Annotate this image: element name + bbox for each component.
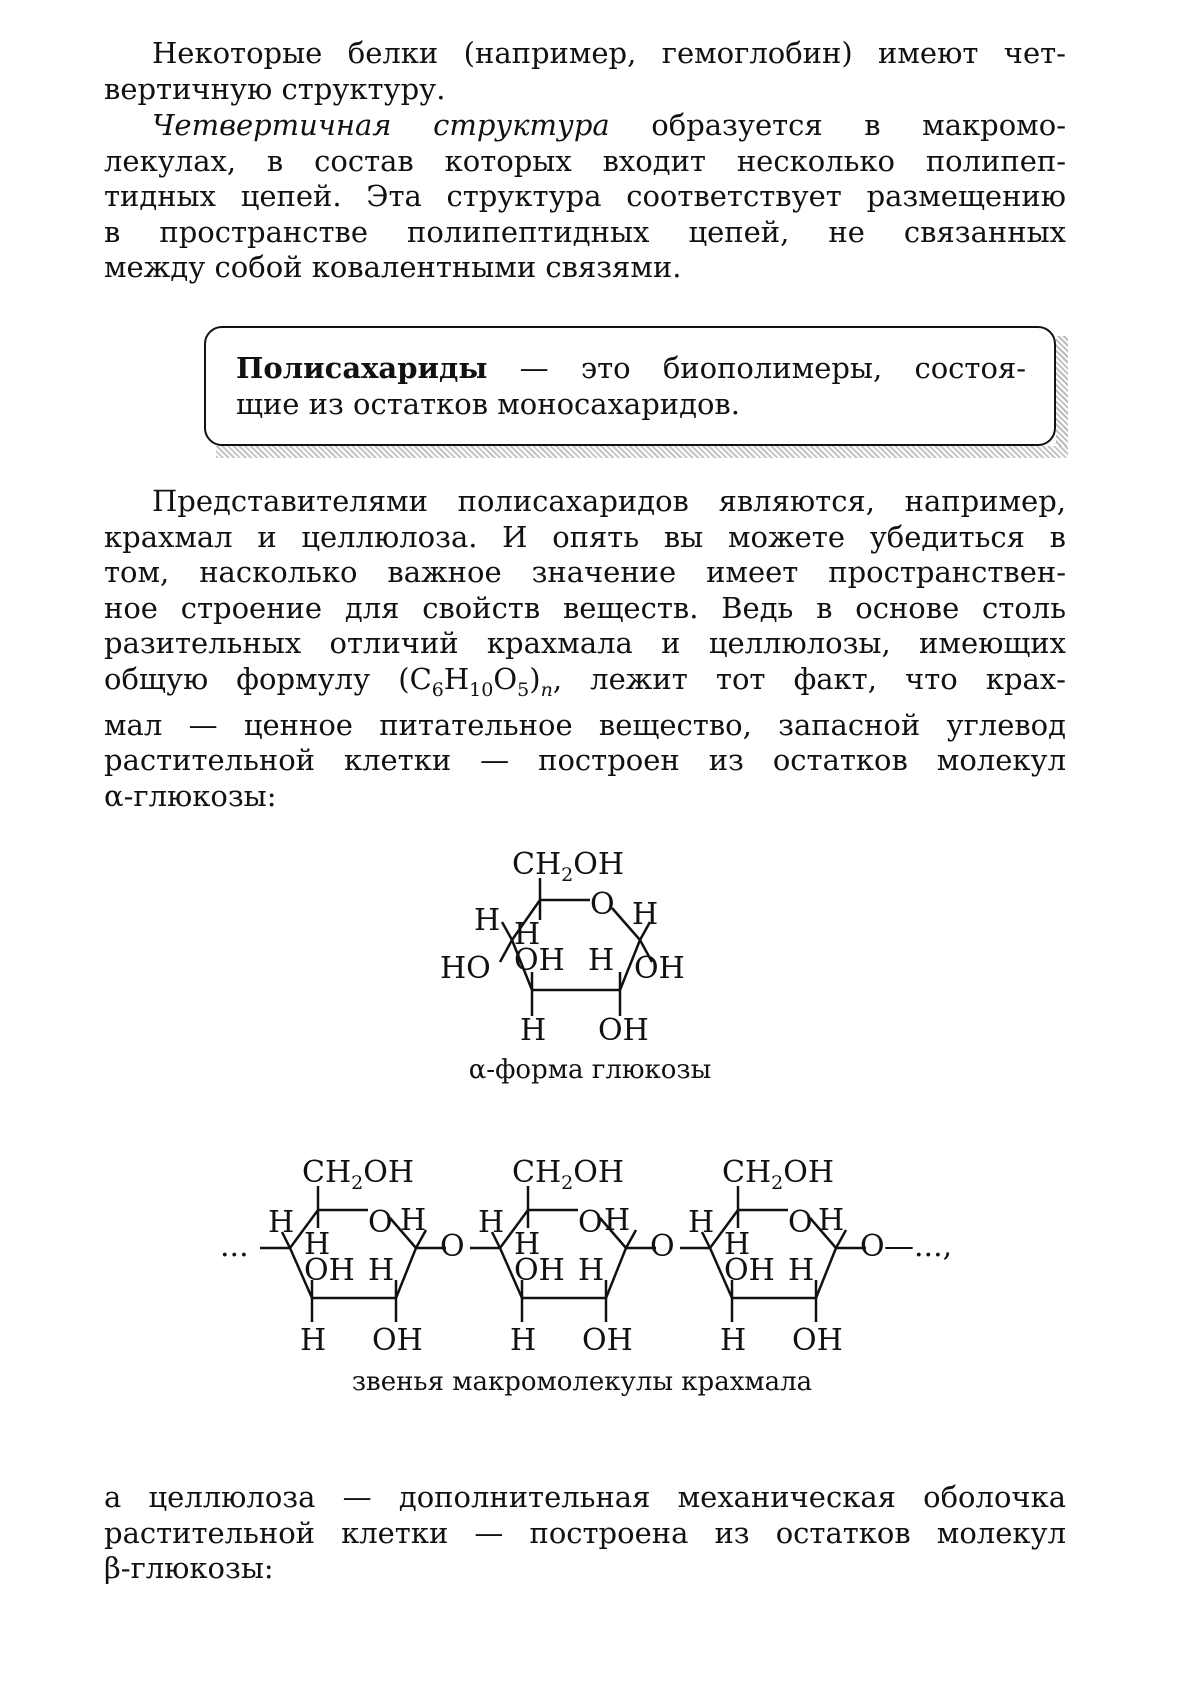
chain-ellipsis-right: —..., <box>884 1229 953 1264</box>
starch-h-label: H <box>268 1205 295 1240</box>
starch-ring-oxygen: O <box>788 1205 813 1240</box>
text-line: а целлюлоза — дополнительная механическая оболочка <box>104 1480 1066 1514</box>
glucose-ring-oxygen: O <box>590 887 615 922</box>
starch-h-label: H <box>368 1253 395 1288</box>
definition-callout-polysaccharides <box>204 326 1056 446</box>
chain-ellipsis-left: ... <box>220 1229 249 1264</box>
starch-h-label: H <box>788 1253 815 1288</box>
glycosidic-oxygen: O <box>440 1229 465 1264</box>
glucose-caption: α-форма глюкозы <box>468 1055 712 1085</box>
text-fragment: образуется в макромо- <box>609 108 1066 142</box>
starch-oh-label: OH <box>582 1323 633 1358</box>
glucose-ho-label: HO <box>440 951 491 986</box>
starch-h-label: H <box>818 1203 845 1238</box>
alpha-glucose-structure <box>440 840 740 1110</box>
starch-caption: звенья макромолекулы крахмала <box>351 1367 813 1397</box>
text-line: между собой ковалентными связями. <box>104 250 682 284</box>
glucose-ch2oh-label: $CH_2OH$ <box>512 847 624 886</box>
glucose-h-label: H <box>520 1013 547 1048</box>
paragraph-quaternary-intro <box>104 36 1066 107</box>
text-line: α-глюкозы: <box>104 778 277 813</box>
starch-h-label: H <box>724 1227 751 1262</box>
text-fragment: , лежит тот факт, что крах- <box>552 661 1066 696</box>
text-line: разительных отличий крахмала и целлюлозы, имеющих <box>104 626 1066 660</box>
text-line: щие из остатков моносахаридов. <box>236 387 740 421</box>
text-line: лекулах, в состав которых входит несколько полипеп- <box>104 143 1066 178</box>
text-line: растительной клетки — построен из остатков молекул <box>104 743 1066 778</box>
text-fragment: — это биополимеры, состоя- <box>487 351 1026 385</box>
glucose-h-label: H <box>632 897 659 932</box>
callout-shadow <box>1056 336 1068 454</box>
starch-h-label: H <box>300 1323 327 1358</box>
starch-oh-label: OH <box>514 1253 565 1288</box>
starch-oh-label: OH <box>724 1253 775 1288</box>
paragraph-starch-cellulose <box>104 484 1066 814</box>
text-line: растительной клетки — построена из остатков молекул <box>104 1515 1066 1550</box>
text-line: крахмал и целлюлоза. И опять вы можете убедиться в <box>104 519 1066 554</box>
starch-ch2oh-label: $CH_2OH$ <box>302 1155 414 1194</box>
text-line: вертичную структуру. <box>104 71 446 106</box>
starch-h-label: H <box>510 1323 537 1358</box>
starch-h-label: H <box>688 1205 715 1240</box>
starch-h-label: H <box>578 1253 605 1288</box>
glucose-oh-label: OH <box>598 1013 649 1048</box>
formula-starch-cellulose: $(C_6H_{10}O_5)_n$ <box>398 661 553 701</box>
text-line: Представителями полисахаридов являются, например, <box>152 484 1066 518</box>
text-line: тидных цепей. Эта структура соответствует размещению <box>104 179 1066 213</box>
text-line <box>104 662 1066 708</box>
text-line: Некоторые белки (например, гемоглобин) имеют чет- <box>152 36 1066 70</box>
starch-h-label: H <box>720 1323 747 1358</box>
text-fragment: общую формулу <box>104 661 399 696</box>
term-quaternary-structure: Четвертичная структура <box>152 108 610 142</box>
text-line: том, насколько важное значение имеет пространствен- <box>104 555 1066 589</box>
starch-oh-label: OH <box>372 1323 423 1358</box>
starch-oh-label: OH <box>792 1323 843 1358</box>
paragraph-cellulose <box>104 1480 1066 1587</box>
starch-ch2oh-label: $CH_2OH$ <box>512 1155 624 1194</box>
starch-chain-structure <box>220 1150 1040 1470</box>
glucose-oh-label: OH <box>634 951 685 986</box>
starch-ring-oxygen: O <box>368 1205 393 1240</box>
glucose-oh-label: OH <box>514 943 565 978</box>
starch-h-label: H <box>478 1205 505 1240</box>
text-line: мал — ценное питательное вещество, запасной углевод <box>104 707 1066 742</box>
starch-ring-oxygen: O <box>578 1205 603 1240</box>
text-line: ное строение для свойств веществ. Ведь в основе столь <box>104 590 1066 625</box>
starch-h-label: H <box>604 1203 631 1238</box>
text-line: в пространстве полипептидных цепей, не связанных <box>104 214 1066 249</box>
text-line <box>104 108 1066 144</box>
starch-oh-label: OH <box>304 1253 355 1288</box>
starch-h-label: H <box>304 1227 331 1262</box>
starch-ch2oh-label: $CH_2OH$ <box>722 1155 834 1194</box>
callout-shadow <box>216 446 1068 458</box>
glucose-h-label: H <box>514 917 541 952</box>
text-line <box>236 350 1026 386</box>
starch-h-label: H <box>514 1227 541 1262</box>
paragraph-quaternary-definition <box>104 108 1066 286</box>
glycosidic-oxygen: O <box>650 1229 675 1264</box>
glucose-h-label: H <box>588 943 615 978</box>
glycosidic-oxygen: O <box>860 1229 885 1264</box>
glucose-h-label: H <box>474 903 501 938</box>
text-line: β-глюкозы: <box>104 1551 274 1585</box>
term-polysaccharides: Полисахариды <box>236 351 488 385</box>
starch-h-label: H <box>400 1203 427 1238</box>
